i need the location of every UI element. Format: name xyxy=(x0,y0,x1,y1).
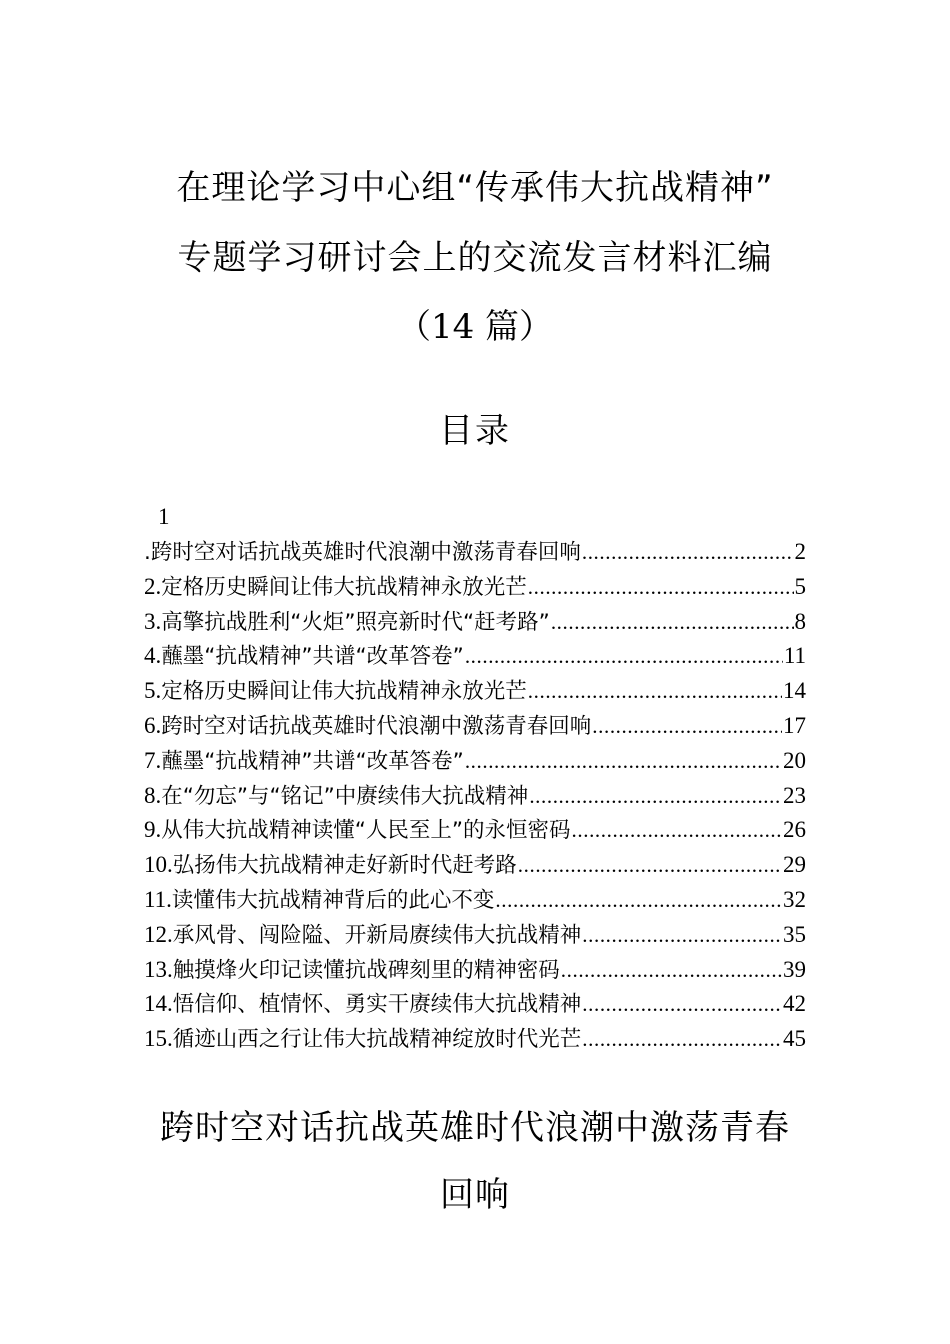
toc-entry-number: 8. xyxy=(144,782,162,808)
toc-entry-page: 23 xyxy=(783,782,806,808)
toc-entry-text: 触摸烽火印记读懂抗战碑刻里的精神密码 xyxy=(172,957,560,983)
toc-entry-number: 3. xyxy=(144,608,162,634)
section-title-line-2: 回响 xyxy=(440,1175,510,1215)
toc-entry-page: 32 xyxy=(783,886,806,912)
document-title-count xyxy=(0,305,950,349)
toc-entry-10[interactable] xyxy=(144,848,806,883)
title-count-unit: 篇 xyxy=(474,307,520,347)
toc-dot-leader xyxy=(582,987,782,1022)
toc-dot-leader xyxy=(529,779,782,814)
toc-dot-leader xyxy=(582,918,782,953)
toc-entry-page: 11 xyxy=(783,643,806,669)
toc-entry-page: 45 xyxy=(783,1026,806,1052)
toc-entry-11[interactable] xyxy=(144,883,806,918)
toc-entry-text: 循迹山西之行让伟大抗战精神绽放时代光芒 xyxy=(172,1027,582,1053)
toc-dot-leader xyxy=(528,570,794,605)
title-count-open-paren: （ xyxy=(396,307,431,347)
toc-dot-leader xyxy=(518,848,782,883)
toc-dot-leader xyxy=(551,605,794,640)
toc-list xyxy=(144,535,806,1057)
toc-dot-leader xyxy=(561,953,782,988)
toc-entry-9[interactable] xyxy=(144,813,806,848)
toc-entry-number: 10. xyxy=(144,852,173,878)
toc-entry-5[interactable] xyxy=(144,674,806,709)
toc-entry-4[interactable] xyxy=(144,639,806,674)
toc-entry-number: 7. xyxy=(144,747,162,773)
document-title-line-1: 在理论学习中心组“传承伟大抗战精神” xyxy=(176,168,774,208)
toc-entry-text: 跨时空对话抗战英雄时代浪潮中激荡青春回响 xyxy=(161,713,592,739)
toc-entry-number: 2. xyxy=(144,573,162,599)
toc-entry-8[interactable] xyxy=(144,779,806,814)
toc-entry-page: 35 xyxy=(783,921,806,947)
toc-dot-leader xyxy=(495,883,782,918)
toc-entry-12[interactable] xyxy=(144,918,806,953)
toc-entry-text: 蘸墨“抗战精神”共谱“改革答卷” xyxy=(161,644,464,670)
toc-entry-number: 14. xyxy=(144,991,173,1017)
toc-entry-text: 从伟大抗战精神读懂“人民至上”的永恒密码 xyxy=(161,818,571,844)
toc-dot-leader xyxy=(528,674,782,709)
title-count-close-paren: ） xyxy=(519,307,554,347)
toc-entry-7[interactable] xyxy=(144,744,806,779)
toc-entry-number: 13. xyxy=(144,956,173,982)
toc-dot-leader xyxy=(465,744,782,779)
toc-entry-page: 8 xyxy=(794,608,806,634)
toc-entry-text: 定格历史瞬间让伟大抗战精神永放光芒 xyxy=(161,679,527,705)
toc-entry-6[interactable] xyxy=(144,709,806,744)
toc-entry-text: .跨时空对话抗战英雄时代浪潮中激荡青春回响 xyxy=(144,540,581,565)
toc-entry-page: 14 xyxy=(783,678,806,704)
toc-entry-text: 定格历史瞬间让伟大抗战精神永放光芒 xyxy=(161,574,527,600)
toc-entry-text: 在“勿忘”与“铭记”中赓续伟大抗战精神 xyxy=(161,783,529,809)
toc-entry-page: 39 xyxy=(783,956,806,982)
toc-dot-leader xyxy=(582,1022,782,1057)
document-title-line-2: 专题学习研讨会上的交流发言材料汇编 xyxy=(177,238,773,278)
toc-entry-text: 悟信仰、植情怀、勇实干赓续伟大抗战精神 xyxy=(172,992,582,1018)
toc-heading: 目录 xyxy=(439,411,511,451)
title-count-number: 14 xyxy=(430,307,475,347)
toc-entry-number: 9. xyxy=(144,817,162,843)
toc-dot-leader xyxy=(592,709,782,744)
toc-entry-number: 12. xyxy=(144,921,173,947)
toc-entry-number: 6. xyxy=(144,712,162,738)
toc-entry-text: 蘸墨“抗战精神”共谱“改革答卷” xyxy=(161,748,464,774)
section-title-line-1: 跨时空对话抗战英雄时代浪潮中激荡青春 xyxy=(160,1108,790,1148)
toc-entry-page: 42 xyxy=(783,991,806,1017)
toc-entry-text: 弘扬伟大抗战精神走好新时代赶考路 xyxy=(172,853,517,879)
toc-entry-page: 20 xyxy=(783,747,806,773)
toc-dot-leader xyxy=(572,813,782,848)
toc-entry-page: 2 xyxy=(794,539,806,564)
toc-entry-number: 5. xyxy=(144,678,162,704)
toc-entry-number: 11. xyxy=(144,886,172,912)
toc-entry-2[interactable] xyxy=(144,570,806,605)
toc-entry-3[interactable] xyxy=(144,605,806,640)
toc-entry-text: 承风骨、闯险隘、开新局赓续伟大抗战精神 xyxy=(172,922,582,948)
toc-entry-page: 17 xyxy=(783,712,806,738)
toc-entry-page: 29 xyxy=(783,852,806,878)
toc-entry-1[interactable] xyxy=(144,535,806,570)
toc-entry-page: 26 xyxy=(783,817,806,843)
toc-entry-number: 15. xyxy=(144,1026,173,1052)
toc-entry-15[interactable] xyxy=(144,1022,806,1057)
toc-dot-leader xyxy=(582,535,794,570)
toc-orphan-number: 1 xyxy=(158,504,170,529)
toc-entry-13[interactable] xyxy=(144,953,806,988)
toc-entry-text: 读懂伟大抗战精神背后的此心不变 xyxy=(171,887,495,913)
toc-entry-14[interactable] xyxy=(144,987,806,1022)
toc-entry-page: 5 xyxy=(794,573,806,599)
toc-entry-text: 高擎抗战胜利“火炬”照亮新时代“赶考路” xyxy=(161,609,550,635)
toc-dot-leader xyxy=(465,639,783,674)
toc-entry-number: 4. xyxy=(144,643,162,669)
